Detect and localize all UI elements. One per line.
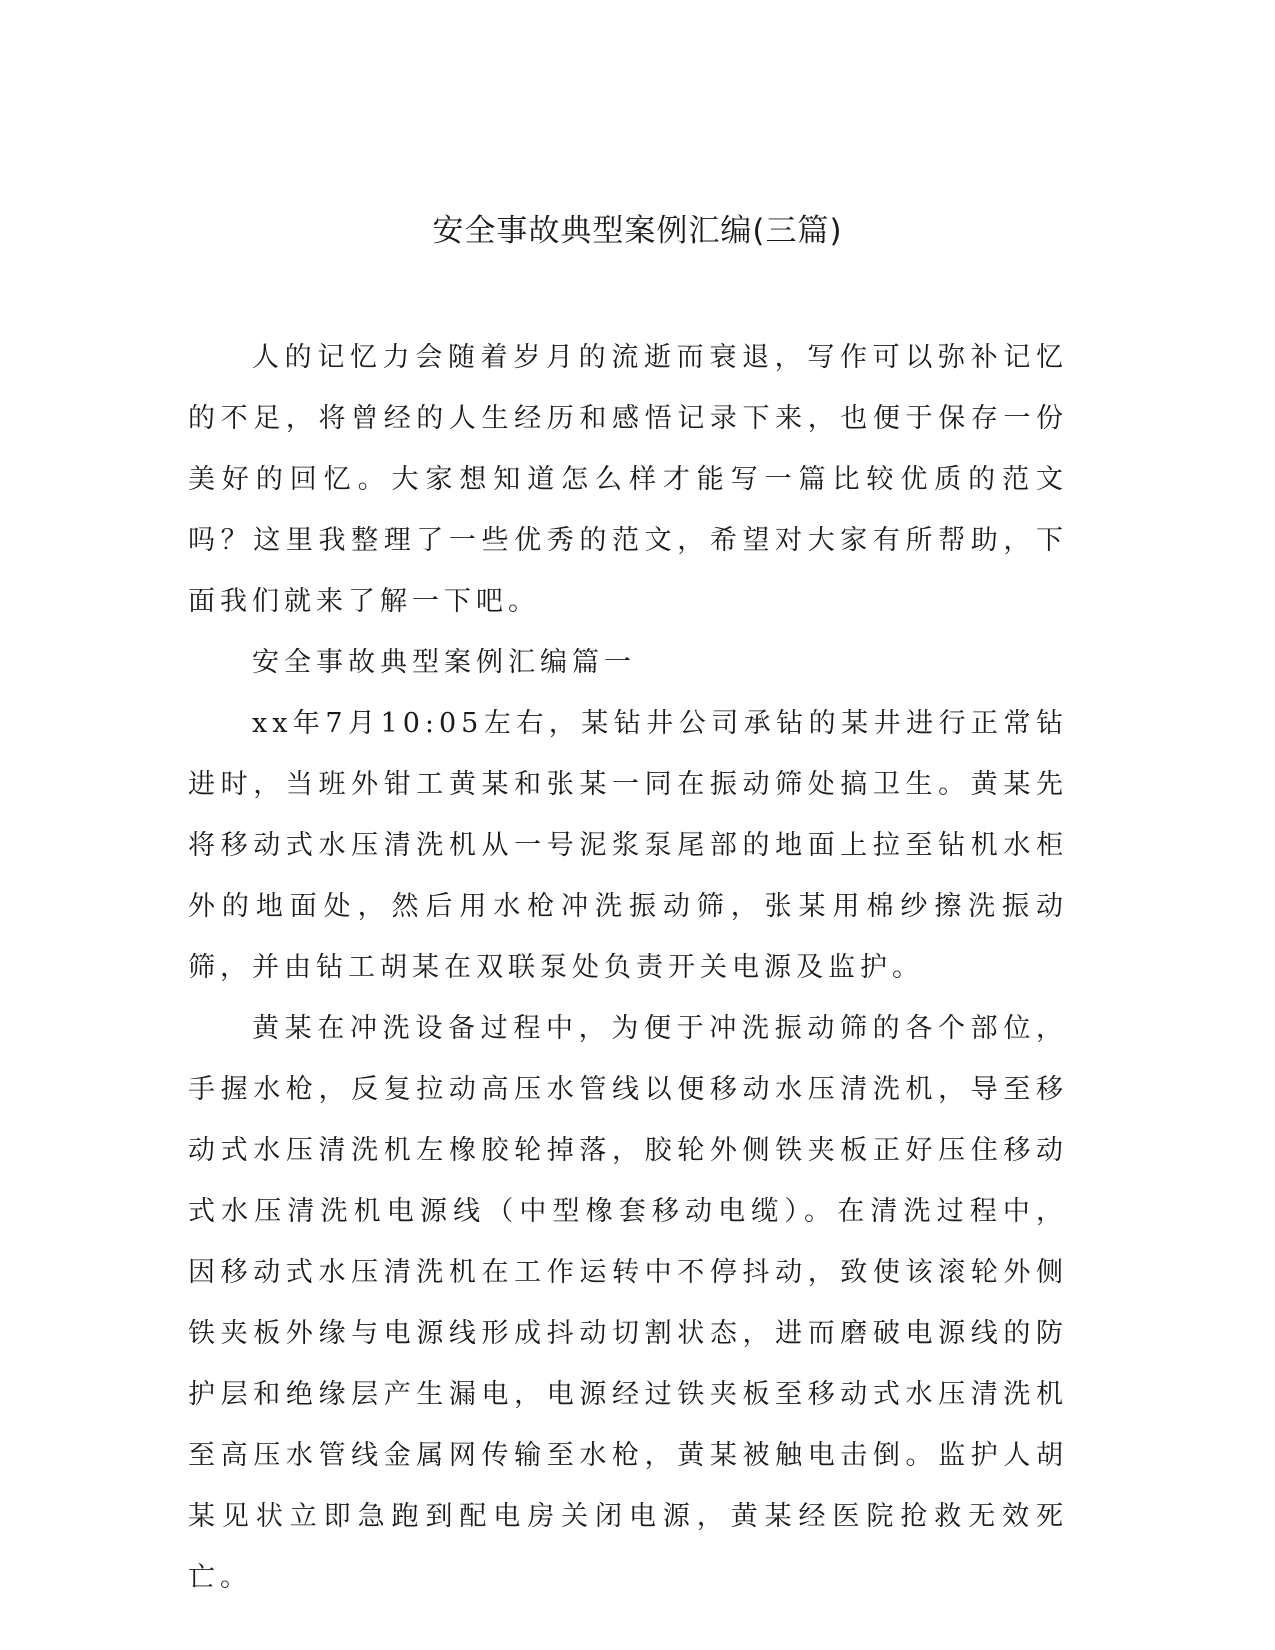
case-paragraph-2: 黄某在冲洗设备过程中，为便于冲洗振动筛的各个部位，手握水枪，反复拉动高压水管线以便移动水压清洗机，导至移动式水压清洗机左橡胶轮掉落，胶轮外侧铁夹板正好压住移动式水压清洗机电源线（中型橡套移动电缆）。在清洗过程中，因移动式水压清洗机在工作运转中不停抖动，致使该滚轮外侧铁夹板外缘与电源线形成抖动切割状态，进而磨破电源线的防护层和绝缘层产生漏电，电源经过铁夹板至移动式水压清洗机至高压水管线金属网传输至水枪，黄某被触电击倒。监护人胡某见状立即急跑到配电房关闭电源，黄某经医院抢救无效死亡。: [188, 1013, 1068, 1593]
document-title: 安全事故典型案例汇编(三篇): [432, 213, 843, 249]
section-heading: 安全事故典型案例汇编篇一: [252, 647, 636, 678]
document-body: [188, 327, 1068, 1608]
case-paragraph-1: xx年7月10:05左右，某钻井公司承钻的某井进行正常钻进时，当班外钳工黄某和张某一同在振动筛处搞卫生。黄某先将移动式水压清洗机从一号泥浆泵尾部的地面上拉至钻机水柜外的地面处，然后用水枪冲洗振动筛，张某用棉纱擦洗振动筛，并由钻工胡某在双联泵处负责开关电源及监护。: [188, 708, 1068, 983]
intro-paragraph: 人的记忆力会随着岁月的流逝而衰退，写作可以弥补记忆的不足，将曾经的人生经历和感悟记录下来，也便于保存一份美好的回忆。大家想知道怎么样才能写一篇比较优质的范文吗？这里我整理了一些优秀的范文，希望对大家有所帮助，下面我们就来了解一下吧。: [188, 342, 1068, 617]
